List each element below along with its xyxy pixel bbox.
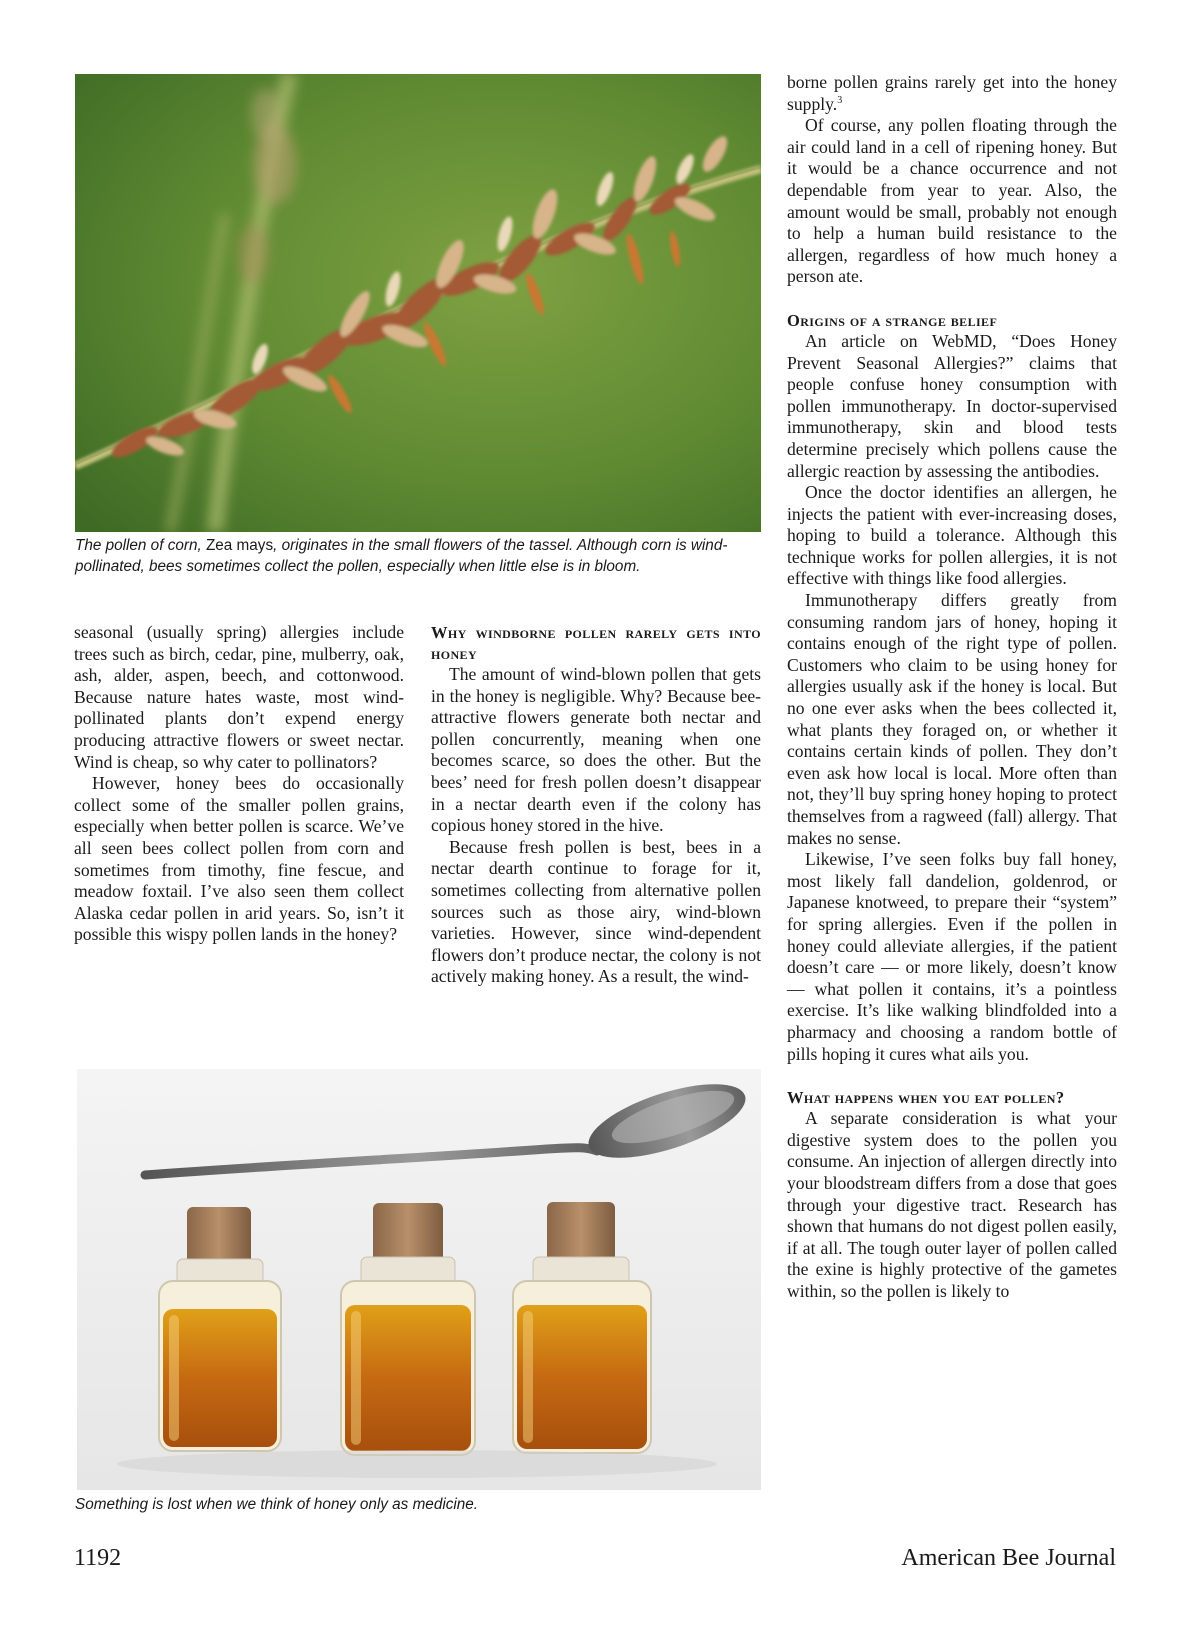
corn-caption-pre: The pollen of corn, [75,537,206,554]
column-2 [431,622,761,988]
corn-photo-caption [75,536,765,577]
col3-paragraph-2: An article on WebMD, “Does Honey Prevent Seasonal Allergies?” claims that people confuse honey consumption with pollen immunotherapy. In doctor-supervised immunotherapy, skin and blood tests determine precisely which pollens cause the allergic reaction by assessing the antibodies. [787,330,1117,481]
col3-paragraph-3: Once the doctor identifies an allergen, he injects the patient with ever-increasing doses, hoping to build a tolerance. Although this technique works for pollen allergies, it is not effective with things like food allergies. [787,482,1117,589]
col3-heading-origins: Origins of a strange belief [787,310,998,330]
corn-caption-species: Zea mays [205,537,274,554]
col3-paragraph-0-text: borne pollen grains rarely get into the honey supply. [787,72,1117,114]
corn-caption-post: , originates in the small flowers of the tassel. Although corn is wind-pollinated, bees sometimes collect the pollen, especially when little else is in bloom. [75,537,728,575]
spacer [787,1065,1117,1087]
col2-paragraph-1: The amount of wind-blown pollen that gets in the honey is negligible. Why? Because bee-attractive flowers generate both nectar and pollen concurrently, meaning when one becomes scarce, so does the other. But the bees’ need for fresh pollen doesn’t disappear in a nectar dearth even if the colony has copious honey stored in the hive. [431,664,761,836]
page-number: 1192 [74,1545,122,1571]
spacer [787,288,1117,310]
col1-paragraph-2: However, honey bees do occasionally collect some of the smaller pollen grains, especially when better pollen is scarce. We’ve all seen bees collect pollen from corn and sometimes from timothy, fine fescue, and meadow foxtail. I’ve also seen them collect Alaska cedar pollen in arid years. So, isn’t it possible this wispy pollen lands in the honey? [74,773,404,945]
col1-paragraph-1: seasonal (usually spring) allergies include trees such as birch, cedar, pine, mulberry, oak, ash, alder, aspen, beech, and cottonwood. Because nature hates waste, most wind-pollinated plants don’t expend energy producing attractive flowers or sweet nectar. Wind is cheap, so why cater to pollinators? [74,622,404,772]
col3-paragraph-5: Likewise, I’ve seen folks buy fall honey, most likely fall dandelion, goldenrod, or Japanese knotweed, to prepare their “system” for spring allergies. Even if the pollen in honey could alleviate allergies, if the patient doesn’t care — or more likely, doesn’t know — what pollen it contains, it’s a pointless exercise. It’s like walking blindfolded into a pharmacy and choosing a random bottle of pills hoping it cures what ails you. [787,849,1117,1064]
col3-paragraph-1: Of course, any pollen floating through the air could land in a cell of ripening honey. But it would be a chance occurrence and not dependable from year to year. Also, the amount would be small, probably not enough to help a human build resistance to the allergen, regardless of how much honey a person ate. [787,115,1117,287]
honey-jars-illustration [77,1069,761,1490]
column-1 [74,622,404,946]
col3-paragraph-4: Immunotherapy differs greatly from consuming random jars of honey, hoping it contains enough of the right type of pollen. Customers who claim to be using honey for allergies usually ask if the honey is local. But no one ever asks when the bees collected it, what plants they foraged on, or whether it contains certain kinds of pollen. They don’t even ask how local is local. More often than not, they’ll buy spring honey hoping to protect themselves from a ragweed (fall) allergy. That makes no sense. [787,590,1117,848]
honey-photo-caption: Something is lost when we think of honey only as medicine. [75,1496,479,1513]
col3-paragraph-0 [787,72,1117,115]
footnote-ref-3: 3 [837,94,843,106]
corn-tassel-photo [75,74,761,532]
honey-jars-photo [77,1069,761,1490]
col2-section-heading: Why windborne pollen rarely gets into honey [431,623,761,663]
col2-paragraph-2: Because fresh pollen is best, bees in a nectar dearth continue to forage for it, sometimes collecting from alternative pollen sources such as those airy, wind-blown varieties. However, since wind-dependent flowers don’t produce nectar, the colony is not actively making honey. As a result, the wind- [431,836,761,987]
column-3 [787,72,1117,1302]
col3-heading-eat-pollen: What happens when you eat pollen? [787,1088,1065,1108]
col3-paragraph-6: A separate consideration is what your digestive system does to the pollen you consume. An injection of allergen directly into your bloodstream differs from a dose that goes through your digestive tract. Research has shown that humans do not digest pollen easily, if at all. The tough outer layer of pollen called the exine is highly protective of the gametes within, so the pollen is likely to [787,1108,1117,1301]
journal-name: American Bee Journal [901,1545,1116,1571]
corn-tassel-illustration [75,74,761,532]
